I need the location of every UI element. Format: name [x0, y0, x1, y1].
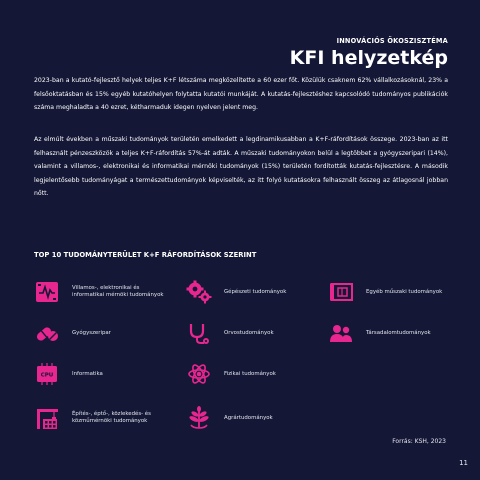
plant-icon [186, 406, 212, 430]
category-item [34, 280, 167, 304]
category-label: Villamos-, elektronikai és informatikai mérnöki tudományok [72, 285, 164, 298]
category-label: Építés-, éptő-, közlekedés- és közműmérnöki tudományok [72, 411, 151, 424]
category-item [34, 321, 167, 345]
cpu-chip-text: CPU [40, 372, 54, 379]
category-label: Fizikai tudományok [224, 370, 276, 377]
atom-icon [186, 362, 212, 386]
people-icon [328, 321, 354, 345]
category-label: Agrártudományok [224, 414, 273, 421]
category-item [34, 406, 167, 430]
category-label: Orvostudományok [224, 329, 274, 336]
pill-icon [34, 321, 60, 345]
category-item [328, 280, 461, 304]
intro-paragraph: 2023-ban a kutató-fejlesztő helyek teljes K+F létszáma megközelítette a 60 ezer főt. Közülük csaknem 62% vállalkozásoknál, 23% a felsőoktatásban és 15% egyéb kutatóhelyen folytatta kutatói munkáját. A kutatás-fejlesztéshez kapcsolódó tudományos publikációk száma meghaladta a 40 ezret, kétharmaduk idegen nyelven jelent meg. [34, 77, 448, 112]
category-label: Gépészeti tudományok [224, 288, 287, 295]
page-title: KFI helyzetkép [289, 47, 448, 69]
category-label: Informatika [72, 370, 103, 377]
category-item [328, 321, 461, 345]
category-item [186, 406, 319, 430]
category-item [186, 280, 319, 304]
category-label: Társadalomtudományok [366, 329, 431, 336]
circuit-board-icon [34, 280, 60, 304]
construction-icon [34, 406, 60, 430]
section-kicker: INNOVÁCIÓS ÖKOSZISZTÉMA [336, 37, 448, 45]
category-item [186, 321, 319, 345]
cpu-icon [34, 362, 60, 386]
category-item [186, 362, 319, 386]
rd-spending-paragraph: Az elmúlt években a műszaki tudományok területén emelkedett a legdinamikusabban a K+F-ráfordítások összege. 2023-ban az itt felhasznált pénzeszközök a teljes K+F-ráfordítás 57%-át adták. A műszaki tudományokon belül a legtöbbet a gyógyszeripari (14%), valamint a villamos-, elektronikai és informatikai mérnöki tudományok (15%) területén fordították kutatás-fejlesztésre. A második legjelentősebb tudományágat a természettudományok képviselték, az itt folyó kutatásokra felhasznált összeg az átlagosnál jobban nőtt. [34, 136, 448, 198]
stethoscope-icon [186, 321, 212, 345]
page-number: 11 [459, 459, 468, 467]
category-label: Egyéb műszaki tudományok [366, 288, 443, 295]
category-label: Gyógyszeripar [72, 329, 111, 336]
top10-section-title: TOP 10 TUDOMÁNYTERÜLET K+F RÁFORDÍTÁSOK SZERINT [34, 251, 257, 259]
gears-icon [186, 280, 212, 304]
source-note: Forrás: KSH, 2023 [392, 438, 446, 445]
category-item [34, 362, 167, 386]
blueprint-icon [328, 280, 354, 304]
